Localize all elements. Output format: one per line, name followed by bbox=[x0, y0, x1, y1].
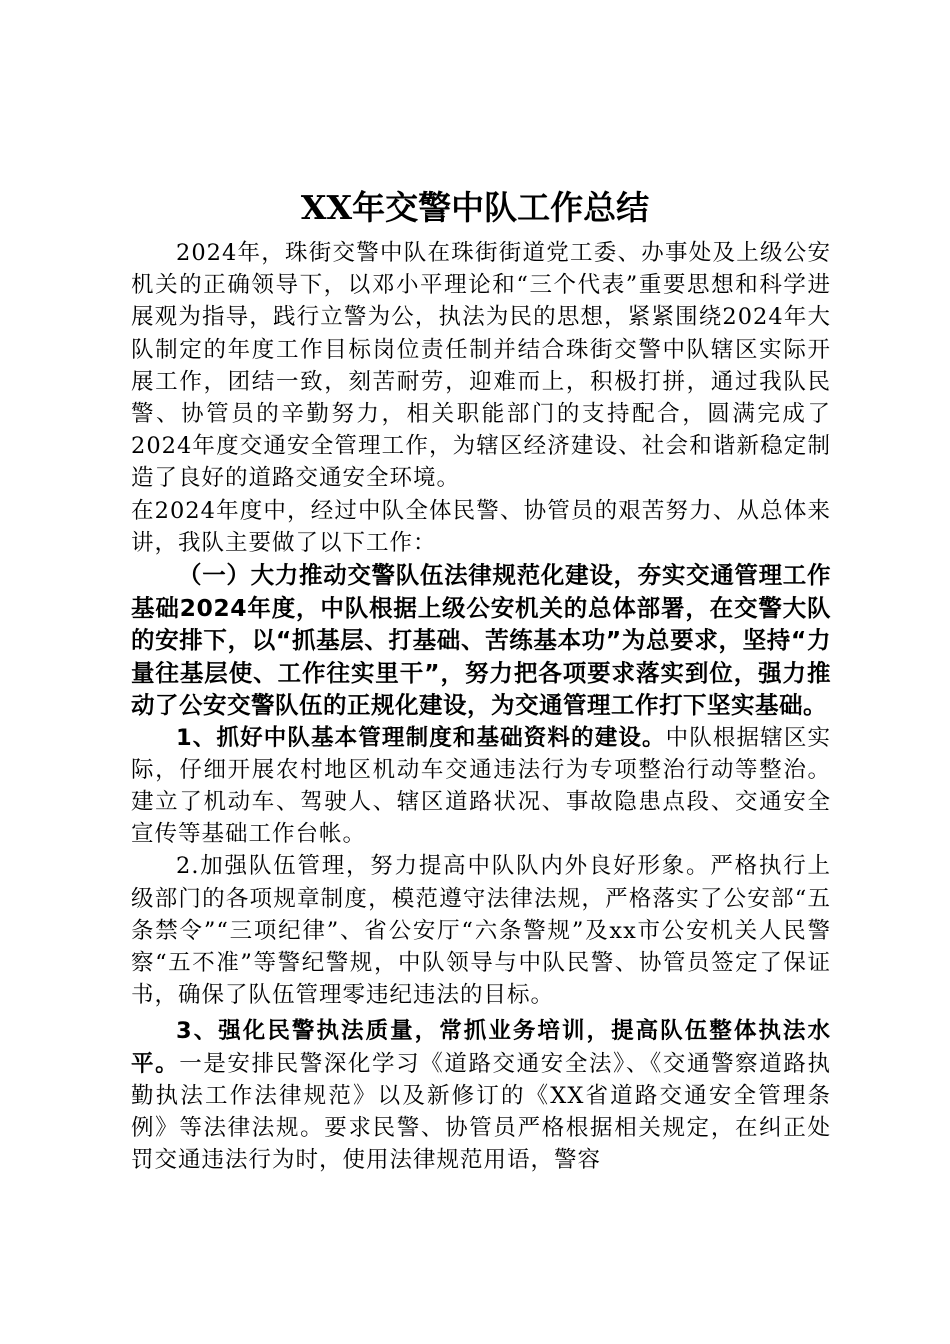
item-two-paragraph: 2.加强队伍管理，努力提高中队队内外良好形象。严格执行上级部门的各项规章制度，模范遵守法律法规，严格落实了公安部“五条禁令”“三项纪律”、省公安厅“六条警规”及xx市公安机关人民警察“五不准”等警纪警规，中队领导与中队民警、协管员签定了保证书，确保了队伍管理零违纪违法的目标。 bbox=[131, 853, 831, 1009]
item-three-paragraph bbox=[131, 1015, 831, 1176]
item-three-heading: 3、强化民警执法质量，常抓业务培训，提高队伍整体执法水平。 bbox=[131, 1018, 831, 1077]
intro-paragraph: 2024年，珠街交警中队在珠街街道党工委、办事处及上级公安机关的正确领导下，以邓小平理论和“三个代表”重要思想和科学进展观为指导，践行立警为公，执法为民的思想，紧紧围绕2024年大队制定的年度工作目标岗位责任制并结合珠街交警中队辖区实际开展工作，团结一致，刻苦耐劳，迎难而上，积极打拼，通过我队民警、协管员的辛勤努力，相关职能部门的支持配合，圆满完成了2024年度交通安全管理工作，为辖区经济建设、社会和谐新稳定制造了良好的道路交通安全环境。 bbox=[131, 240, 831, 492]
item-three-body: 一是安排民警深化学习《道路交通安全法》、《交通警察道路执勤执法工作法律规范》以及新修订的《XX省道路交通安全管理条例》等法律法规。要求民警、协管员严格根据相关规定，在纠正处罚交通违法行为时，使用法律规范用语，警容 bbox=[131, 1050, 831, 1174]
item-one-body: 中队根据辖区实际，仔细开展农村地区机动车交通违法行为专项整治行动等整治。建立了机动车、驾驶人、辖区道路状况、事故隐患点段、交通安全宣传等基础工作台帐。 bbox=[131, 724, 831, 848]
item-one-paragraph bbox=[131, 722, 831, 851]
document-body bbox=[131, 237, 831, 1176]
section-one-text: （一）大力推动交警队伍法律规范化建设，夯实交通管理工作基础2024年度，中队根据上级公安机关的总体部署，在交警大队的安排下，以“抓基层、打基础、苦练基本功”为总要求，坚持“力量往基层使、工作往实里干”，努力把各项要求落实到位，强力推动了公安交警队伍的正规化建设，为交通管理工作打下坚实基础。 bbox=[131, 561, 831, 720]
item-one-heading: 1、抓好中队基本管理制度和基础资料的建设。 bbox=[176, 724, 666, 751]
document-title: XX年交警中队工作总结 bbox=[300, 188, 650, 227]
section-one-heading bbox=[131, 559, 831, 722]
intro-paragraph-2: 在2024年度中，经过中队全体民警、协管员的艰苦努力、从总体来讲，我队主要做了以下工作： bbox=[131, 497, 831, 556]
